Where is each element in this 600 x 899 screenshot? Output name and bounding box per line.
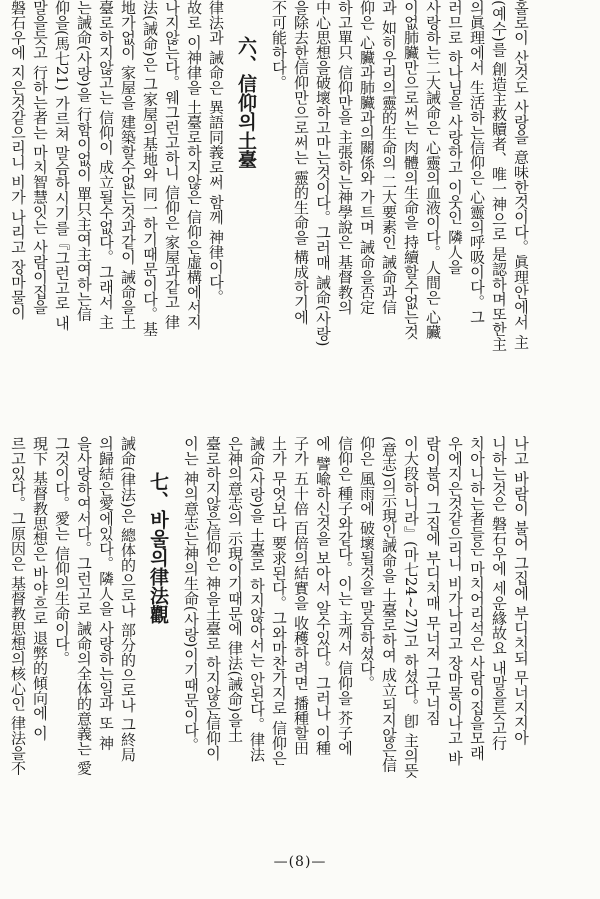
text-column: 의眞理에서 生活하는信仰은 心靈의呼吸이다。그 [468, 0, 486, 325]
text-column: 現下 基督教思想은 바야흐로 退弊的傾向에 이 [31, 436, 49, 741]
text-column: 仰을(馬七21) 가르쳐 말슴하시기를『그런고로 내 [53, 0, 71, 331]
text-column: 에 譬喩하신것을 보아서 알수있다。그러나 이種 [314, 436, 332, 756]
text-column: 磐石우에 지은것같으리니 비가 나리고 장마물이 [9, 0, 27, 320]
text-column: 은神의意志의 示現이기때문에 律法(誡命)을土 [226, 436, 244, 743]
text-column: 사랑하는二大誡命은 心靈의血液이다。人間은 心臟 [424, 0, 442, 340]
upper-text-block [9, 0, 530, 424]
text-column: 우에지은것같으리니 비가나리고 장마물이나고 바 [446, 436, 464, 766]
text-column: 을사랑하여서다。그런고로 誡命의全体的意義는 愛 [75, 436, 93, 776]
text-column: 과 如히우리의靈的生命의 二大要素인 誡命과信 [380, 0, 398, 315]
text-column: 을除去한信仰만으로써는 靈的生命을 構成하기에 [292, 0, 310, 325]
text-column: 土가 무엇보다 要求된다。그와마찬가지로 信仰은 [270, 436, 288, 766]
text-column: 仰은 心臟과肺臟과의關係와 가트며 誡命을否定 [358, 0, 376, 315]
text-column: 나고 바람이 불어 그집에 부디치되 무너지지아 [512, 436, 530, 745]
text-column: 誡命(사랑)을 土臺로 하지않아서는 안된다。律法 [248, 436, 266, 763]
text-column: 홀로이 산것도 사랑을 意味한것이다。眞理안에서 主 [512, 0, 530, 350]
text-column: 이없肺臟만으로써는 肉體의生命을 持續할수없는것 [402, 0, 420, 340]
text-column: 람이불어 그집에 부디치매 무너저 그무너짐 [424, 436, 442, 726]
text-column: 의歸結은愛에있다。隣人을 사랑하는일과 또 神 [97, 436, 115, 751]
text-column: 信仰은 種子와같다。이는 主께서 信仰을 芥子에 [336, 436, 354, 756]
page-number: —(8)— [273, 854, 327, 870]
text-column: 르고있다。그原因은 基督教思想의核心인 律法을不 [9, 436, 27, 776]
text-column: 나지않는다。웨그런고하니 信仰은 家屋과같고 律 [163, 0, 181, 330]
text-column: 이는 神의意志는神의生命(사랑)이기때문이다。 [182, 436, 200, 753]
text-column: 臺로하지않은信仰은 神을土臺로 하지않은信仰이 [204, 436, 222, 761]
text-column: 誡命(律法)은 總体的으로나 部分的으로나 그終局 [119, 436, 137, 763]
text-column: 는誡命(사랑)을 行함이없이 單只主여主여하는信 [75, 0, 93, 322]
text-column: 니하는것은 磐石우에 세운緣故요 내말을듯고行 [490, 436, 508, 751]
text-column: 하고單只 信仰만을 主張하는神學說은 基督教의 [336, 0, 354, 315]
text-column: 律法과 誡命은 異語同義로써 함께 神律이다。 [207, 0, 225, 305]
text-column: 中心思想을破壞하고마는것이다。그러매 誡命(사랑) [314, 0, 332, 347]
text-column: 故로 이神律을 土臺로하지않은 信仰은虛構에서지 [185, 0, 203, 330]
text-column: 地가없이 家屋을 建築할수없는것과같이 誡命을土 [119, 0, 137, 330]
text-column: 이大段하니라』(마七24~27)고 하셨다。卽 主의뜻 [402, 436, 420, 778]
text-column: 말을듯고 行하는者는 마치智慧잇는 사람이집을 [31, 0, 49, 315]
lower-text-block [9, 436, 530, 833]
text-column: 仰은 風雨에 破壞될것을 말슴하셨다。 [358, 436, 376, 691]
text-column: 不可能하다。 [270, 0, 288, 90]
text-column: 臺로하지않고는 信仰이 成立될수없다。그래서 主 [97, 0, 115, 330]
text-column: 그것이다。愛는 信仰의生命이다。 [53, 436, 71, 666]
text-column: 치아니하는者들은 마치어리석은 사람이집을모래 [468, 436, 486, 761]
text-column: (意志)의示現인誡命을 土臺로하여 成立되지않은信 [380, 436, 398, 773]
text-column: 러므로 하나님을 사랑하고 이웃인 隣人을 [446, 0, 464, 275]
text-column: (예수)를 創造主救贖者、唯一神으로 是認하며또한主 [490, 0, 508, 352]
section-heading: 七、바울의律法觀 [147, 472, 169, 624]
text-column: 子가 五十倍 百倍의結實을 收穫하려면 播種할田 [292, 436, 310, 756]
text-column: 法(誡命)은 그家屋의基地와 同一하기때문이다。基 [141, 0, 159, 337]
section-heading: 六、信仰의土臺 [235, 36, 257, 169]
